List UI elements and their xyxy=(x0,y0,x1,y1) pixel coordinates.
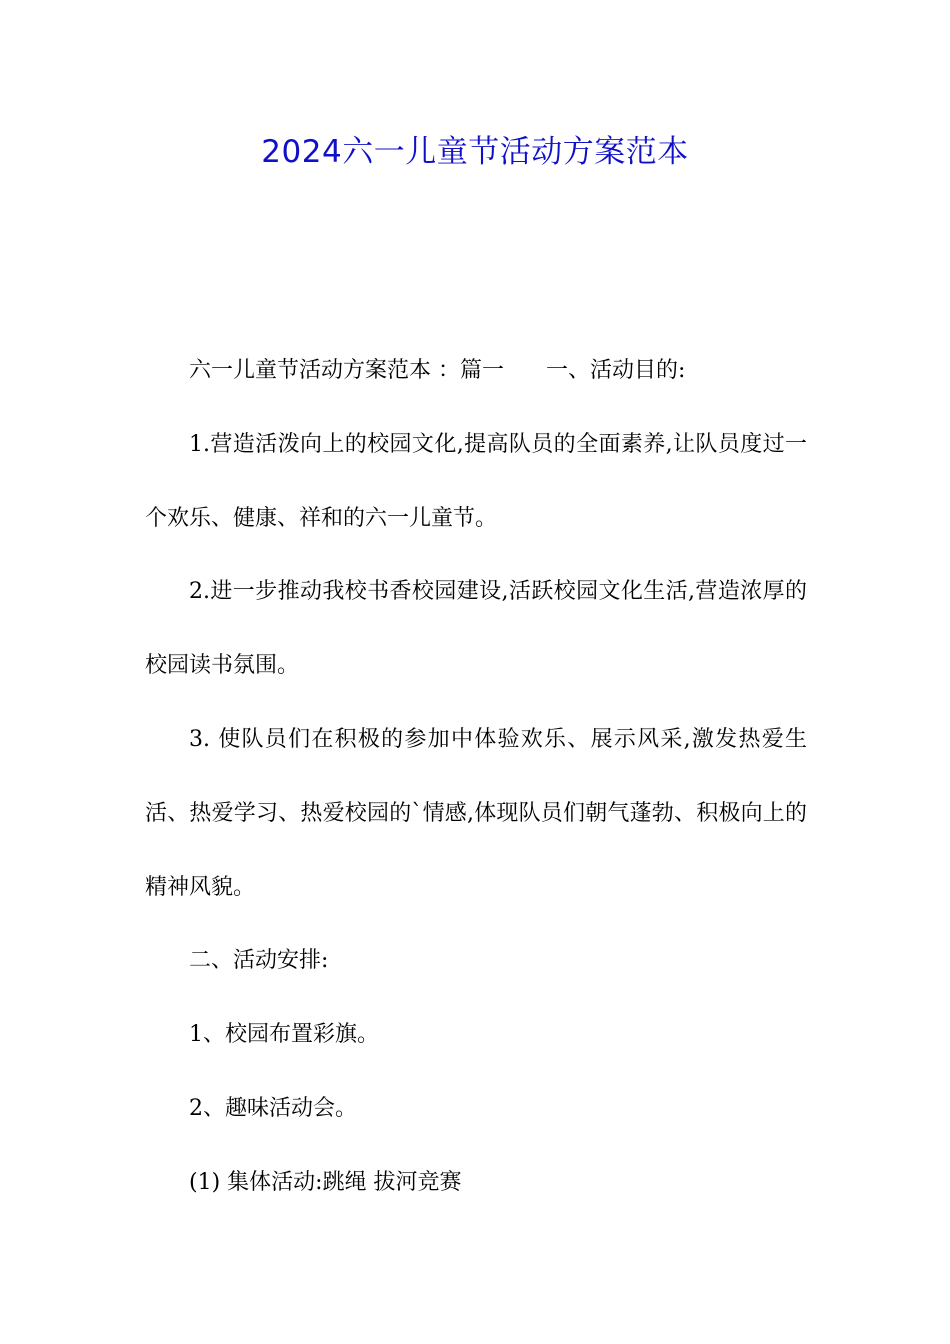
paragraph-goal-2: 2.进一步推动我校书香校园建设,活跃校园文化生活,营造浓厚的校园读书氛围。 xyxy=(145,579,807,679)
section-heading-arrangement: 二、活动安排: xyxy=(189,948,329,974)
paragraph-goal-1: 1.营造活泼向上的校园文化,提高队员的全面素养,让队员度过一个欢乐、健康、祥和的六一儿童节。 xyxy=(145,431,807,531)
list-item-fun-games: 2、趣味活动会。 xyxy=(189,1095,357,1121)
list-item-flags: 1、校园布置彩旗。 xyxy=(189,1022,379,1048)
list-item-group-activity: (1) 集体活动:跳绳 拔河竞赛 xyxy=(189,1169,462,1195)
paragraph-intro-heading: 六一儿童节活动方案范本 ：篇一 一、活动目的: xyxy=(189,358,686,383)
document-title: 2024六一儿童节活动方案范本 xyxy=(261,134,689,170)
document-body xyxy=(145,334,807,1220)
paragraph-goal-3: 3. 使队员们在积极的参加中体验欢乐、展示风采,激发热爱生活、热爱学习、热爱校园的`情感,体现队员们朝气蓬勃、积极向上的精神风貌。 xyxy=(145,726,807,900)
